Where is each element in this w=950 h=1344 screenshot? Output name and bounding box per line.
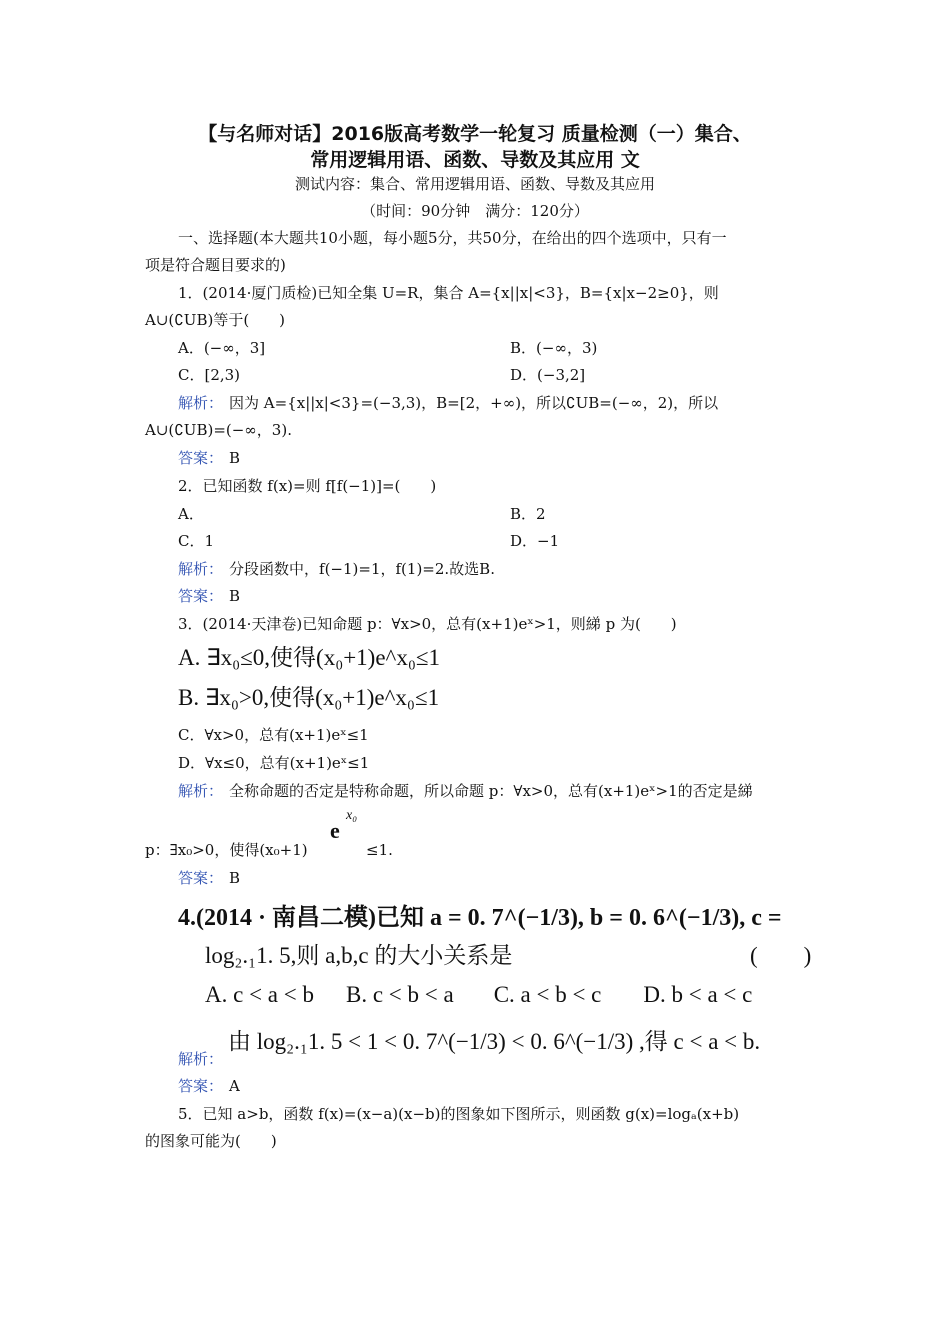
q1-analysis-line2: A∪(∁UB)=(−∞，3). bbox=[145, 421, 292, 439]
q1-stem-line1: 1．(2014·厦门质检)已知全集 U=R，集合 A={x||x|<3}，B={x|x−2≥0}，则 bbox=[178, 284, 719, 302]
answer-label: 答案： bbox=[178, 587, 224, 605]
q3-analysis-line1 bbox=[178, 781, 753, 801]
q4-options bbox=[205, 980, 752, 1010]
section-intro-line1: 一、选择题(本大题共10小题，每小题5分，共50分，在给出的四个选项中，只有一 bbox=[178, 229, 727, 247]
analysis-label: 解析： bbox=[178, 782, 224, 800]
q2-answer bbox=[178, 586, 240, 606]
q1-stem-line2: A∪(∁UB)等于( ) bbox=[145, 311, 286, 329]
q1-option-a: A．(−∞，3] bbox=[178, 339, 266, 357]
q2-option-d: D．−1 bbox=[510, 532, 560, 550]
q2-option-a: A． bbox=[178, 505, 204, 523]
q4-stem-line2: log₂.₁1. 5,则 a,b,c 的大小关系是 bbox=[205, 943, 513, 968]
q3-analysis-line2-before: p：∃x₀>0，使得(x₀+1) bbox=[145, 841, 308, 859]
q1-answer bbox=[178, 448, 240, 468]
analysis-label: 解析： bbox=[178, 560, 224, 578]
q2-analysis bbox=[178, 559, 495, 579]
q1-option-b: B．(−∞，3) bbox=[510, 339, 598, 357]
q1-option-d: D．(−3,2] bbox=[510, 366, 586, 384]
q5-stem-line2: 的图象可能为( ) bbox=[145, 1132, 277, 1150]
q5-stem-line1: 5．已知 a>b，函数 f(x)=(x−a)(x−b)的图象如下图所示，则函数 g(x)=logₐ(x+b) bbox=[178, 1105, 740, 1123]
q1-analysis-line1 bbox=[178, 393, 718, 413]
q3-analysis-text: 全称命题的否定是特称命题，所以命题 p：∀x>0，总有(x+1)eˣ>1的否定是綈 bbox=[229, 782, 753, 800]
answer-label: 答案： bbox=[178, 1077, 224, 1095]
q3-option-a: A. ∃x₀≤0,使得(x₀+1)e^x₀≤1 bbox=[178, 645, 440, 670]
analysis-label: 解析： bbox=[178, 394, 224, 412]
q4-stem-paren: ( ) bbox=[750, 943, 812, 968]
q3-option-d: D．∀x≤0，总有(x+1)eˣ≤1 bbox=[178, 754, 370, 772]
document-title-line2: 常用逻辑用语、函数、导数及其应用 文 bbox=[310, 149, 640, 171]
answer-label: 答案： bbox=[178, 449, 224, 467]
q2-analysis-text: 分段函数中，f(−1)=1，f(1)=2.故选B. bbox=[229, 560, 495, 578]
q1-option-c: C．[2,3) bbox=[178, 366, 241, 384]
q3-answer-value: B bbox=[229, 869, 241, 887]
test-scope: 测试内容：集合、常用逻辑用语、函数、导数及其应用 bbox=[294, 175, 655, 193]
q3-analysis-line2-after: ≤1. bbox=[366, 841, 393, 859]
q2-option-b: B．2 bbox=[510, 505, 546, 523]
q4-option-d: D. b < a < c bbox=[643, 982, 753, 1007]
q2-stem: 2．已知函数 f(x)=则 f[f(−1)]=( ) bbox=[178, 477, 437, 495]
q3-option-c: C．∀x>0，总有(x+1)eˣ≤1 bbox=[178, 726, 369, 744]
q4-option-a: A. c < a < b bbox=[205, 982, 314, 1007]
q3-option-b: B. ∃x₀>0,使得(x₀+1)e^x₀≤1 bbox=[178, 685, 440, 710]
answer-label: 答案： bbox=[178, 869, 224, 887]
q1-analysis-text: 因为 A={x||x|<3}=(−3,3)，B=[2，+∞)，所以∁UB=(−∞，2)，所以 bbox=[229, 394, 719, 412]
document-title-line1: 【与名师对话】2016版高考数学一轮复习 质量检测（一）集合、 bbox=[198, 123, 752, 145]
q4-answer bbox=[178, 1076, 240, 1096]
q3-answer bbox=[178, 868, 240, 888]
q4-option-b: B. c < b < a bbox=[345, 982, 454, 1007]
q2-option-c: C．1 bbox=[178, 532, 215, 550]
q4-analysis: 由 log₂.₁1. 5 < 1 < 0. 7^(−1/3) < 0. 6^(−1/3) ,得 c < a < b. bbox=[228, 1029, 761, 1054]
time-info: （时间：90分钟 满分：120分） bbox=[361, 202, 589, 220]
q2-answer-value: B bbox=[229, 587, 241, 605]
q3-analysis-exp-sup: x₀ bbox=[346, 808, 358, 823]
q4-analysis-label bbox=[178, 1049, 229, 1069]
q4-stem-line1: 4.(2014 · 南昌二模)已知 a = 0. 7^(−1/3), b = 0. 6^(−1/3), c = bbox=[178, 905, 782, 931]
q3-stem: 3．(2014·天津卷)已知命题 p：∀x>0，总有(x+1)eˣ>1，则綈 p 为( ) bbox=[178, 615, 677, 633]
section-intro-line2: 项是符合题目要求的) bbox=[145, 256, 286, 274]
q4-option-c: C. a < b < c bbox=[493, 982, 602, 1007]
q3-analysis-exp-base: e bbox=[330, 818, 340, 843]
analysis-label: 解析： bbox=[178, 1050, 224, 1068]
q1-answer-value: B bbox=[229, 449, 241, 467]
q4-answer-value: A bbox=[229, 1077, 240, 1095]
